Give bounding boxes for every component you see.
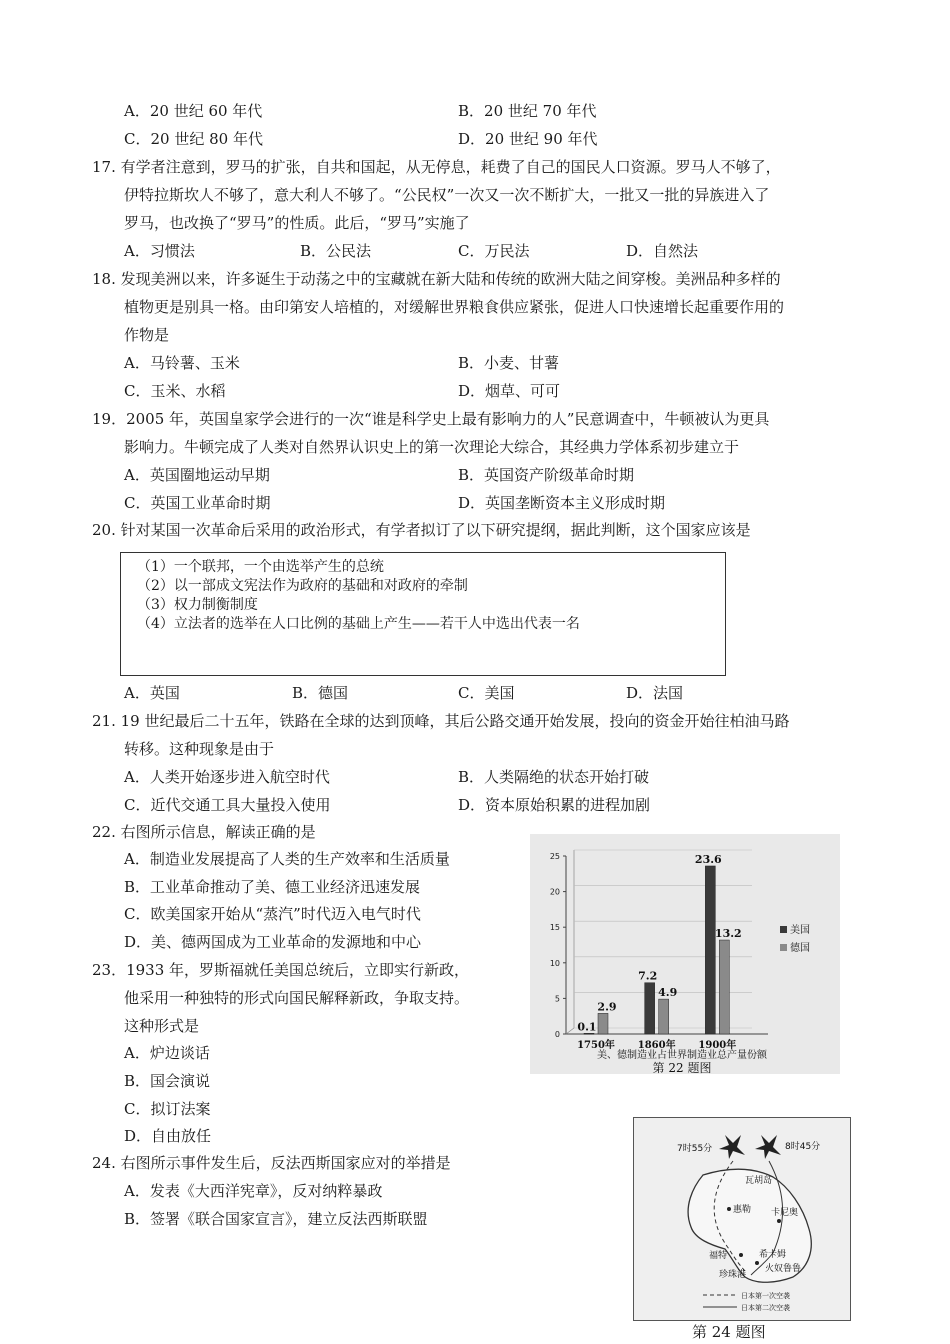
map-time-second: 8时45分 xyxy=(785,1142,821,1152)
q16-option-a: A．20 世纪 60 年代 xyxy=(124,102,263,120)
y-tick-label: 15 xyxy=(549,923,560,933)
q16-option-c: C．20 世纪 80 年代 xyxy=(124,130,263,148)
q22-option-b: B．工业革命推动了美、德工业经济迅速发展 xyxy=(124,878,421,896)
data-label: 2.9 xyxy=(597,1000,617,1014)
bar-德国-1750年 xyxy=(598,1013,608,1034)
q17-option-c: C．万民法 xyxy=(458,242,530,260)
q23-option-c: C．拟订法案 xyxy=(124,1100,211,1118)
y-tick-label: 25 xyxy=(549,852,560,861)
bar-德国-1900年 xyxy=(719,940,729,1034)
y-tick-label: 5 xyxy=(554,994,560,1004)
q20-stem: 20. 针对某国一次革命后采用的政治形式，有学者拟订了以下研究提纲，据此判断，这个国家应该是 xyxy=(92,521,751,539)
q19-option-d: D．英国垄断资本主义形成时期 xyxy=(458,494,666,512)
q22-chart-svg xyxy=(530,834,840,1074)
q20-outline-item-1: （1）一个联邦，一个由选举产生的总统 xyxy=(137,559,384,575)
q19-option-b: B．英国资产阶级革命时期 xyxy=(458,466,635,484)
plane-icon-second-wave xyxy=(755,1135,781,1159)
q18-option-a: A．马铃薯、玉米 xyxy=(124,354,240,372)
q22-stem: 22. 右图所示信息，解读正确的是 xyxy=(92,823,316,841)
q21-option-d: D．资本原始积累的进程加剧 xyxy=(458,796,651,814)
q21-option-a: A．人类开始逐步进入航空时代 xyxy=(124,768,330,786)
q22-option-c: C．欧美国家开始从“蒸汽”时代迈入电气时代 xyxy=(124,905,421,923)
data-label: 4.9 xyxy=(658,986,678,1000)
q24-map-svg xyxy=(633,1117,851,1321)
q23-option-a: A．炉边谈话 xyxy=(124,1044,210,1062)
q18-stem-line-2: 植物更是别具一格。由印第安人培植的，对缓解世界粮食供应紧张，促进人口快速增长起重要作用的 xyxy=(124,298,785,316)
q24-map xyxy=(633,1117,851,1321)
q18-option-d: D．烟草、可可 xyxy=(458,382,561,400)
wheeler-marker xyxy=(727,1207,731,1211)
q22-option-a: A．制造业发展提高了人类的生产效率和生活质量 xyxy=(124,850,450,868)
legend-swatch-德国 xyxy=(780,944,787,951)
map-place-hickam: 希卡姆 xyxy=(759,1250,787,1260)
map-place-wheeler: 惠勒 xyxy=(733,1205,752,1215)
x-tick-label: 1900年 xyxy=(698,1040,737,1051)
q19-option-c: C．英国工业革命时期 xyxy=(124,494,271,512)
legend-swatch-美国 xyxy=(780,926,787,933)
data-label: 7.2 xyxy=(638,969,658,983)
legend-label-first-wave: 日本第一次空袭 xyxy=(741,1292,790,1300)
q21-stem-line-2: 转移。这种现象是由于 xyxy=(124,740,275,758)
q23-option-d: D．自由放任 xyxy=(124,1127,212,1145)
x-tick-label: 1860年 xyxy=(637,1040,676,1051)
bar-美国-1750年 xyxy=(584,1033,594,1034)
x-tick-label: 1750年 xyxy=(577,1040,615,1051)
q18-option-c: C．玉米、水稻 xyxy=(124,382,226,400)
map-place-pearl-harbor: 珍珠港 xyxy=(719,1270,747,1280)
q20-outline-item-2: （2）以一部成文宪法作为政府的基础和对政府的牵制 xyxy=(137,578,468,594)
map-place-honolulu: 火奴鲁鲁 xyxy=(765,1264,802,1274)
q23-stem-line-1: 23．1933 年，罗斯福就任美国总统后，立即实行新政， xyxy=(92,961,470,979)
legend-label-second-wave: 日本第二次空袭 xyxy=(741,1304,790,1312)
y-tick-label: 0 xyxy=(554,1030,560,1039)
data-label: 23.6 xyxy=(694,852,722,866)
q18-stem-line-3: 作物是 xyxy=(124,326,170,344)
y-tick-label: 10 xyxy=(549,958,560,968)
q17-option-b: B．公民法 xyxy=(300,242,372,260)
q23-option-b: B．国会演说 xyxy=(124,1072,211,1090)
q20-option-d: D．法国 xyxy=(626,684,684,702)
q21-stem-line-1: 21. 19 世纪最后二十五年，铁路在全球的达到顶峰，其后公路交通开始发展，投向的资金开始往柏油马路 xyxy=(92,712,790,730)
q19-stem-line-2: 影响力。牛顿完成了人类对自然界认识史上的第一次理论大综合，其经典力学体系初步建立于 xyxy=(124,438,740,456)
q24-option-a: A．发表《大西洋宪章》，反对纳粹暴政 xyxy=(124,1182,383,1200)
q18-option-b: B．小麦、甘薯 xyxy=(458,354,560,372)
map-place-oahu: 瓦胡岛 xyxy=(745,1176,773,1186)
q22-chart xyxy=(530,834,840,1074)
q20-outline-box xyxy=(120,552,726,676)
legend-label: 德国 xyxy=(790,943,810,954)
bar-美国-1900年 xyxy=(705,866,715,1034)
map-place-ford: 福特 xyxy=(709,1251,728,1261)
legend-label: 美国 xyxy=(790,925,810,936)
data-label: 13.2 xyxy=(714,927,742,941)
q17-stem-line-2: 伊特拉斯坎人不够了，意大利人不够了。“公民权”一次又一次不断扩大，一批又一批的异族进入了 xyxy=(124,186,770,204)
map-time-first: 7时55分 xyxy=(677,1144,713,1154)
q24-stem: 24. 右图所示事件发生后，反法西斯国家应对的举措是 xyxy=(92,1154,451,1172)
q19-option-a: A．英国圈地运动早期 xyxy=(124,466,270,484)
map-place-kaneohe: 卡尼奥 xyxy=(771,1208,799,1218)
plane-icon-first-wave xyxy=(719,1135,745,1159)
q24-figure-caption: 第 24 题图 xyxy=(692,1323,766,1341)
ford-marker xyxy=(739,1253,743,1257)
q18-stem-line-1: 18. 发现美洲以来，许多诞生于动荡之中的宝藏就在新大陆和传统的欧洲大陆之间穿梭。美洲品种多样的 xyxy=(92,270,781,288)
q17-stem-line-3: 罗马，也改换了“罗马”的性质。此后，“罗马”实施了 xyxy=(124,214,470,232)
data-label: 0.1 xyxy=(577,1020,597,1034)
q16-option-b: B．20 世纪 70 年代 xyxy=(458,102,597,120)
kaneohe-marker xyxy=(777,1219,781,1223)
q16-option-d: D．20 世纪 90 年代 xyxy=(458,130,598,148)
q20-outline-item-3: （3）权力制衡制度 xyxy=(137,597,258,613)
q22-option-d: D．美、德两国成为工业革命的发源地和中心 xyxy=(124,933,422,951)
q21-option-b: B．人类隔绝的状态开始打破 xyxy=(458,768,650,786)
chart-caption: 第 22 题图 xyxy=(652,1061,712,1074)
hickam-marker xyxy=(755,1261,759,1265)
q20-option-b: B．德国 xyxy=(292,684,349,702)
q20-outline-item-4: （4）立法者的选举在人口比例的基础上产生——若干人中选出代表一名 xyxy=(137,616,580,632)
y-tick-label: 20 xyxy=(549,887,560,897)
chart-title: 美、德制造业占世界制造业总产量份额 xyxy=(597,1050,767,1061)
q23-stem-line-3: 这种形式是 xyxy=(124,1017,200,1035)
q19-stem-line-1: 19．2005 年，英国皇家学会进行的一次“谁是科学史上最有影响力的人”民意调查中，牛顿被认为更具 xyxy=(92,410,770,428)
q17-option-a: A．习惯法 xyxy=(124,242,195,260)
bar-德国-1860年 xyxy=(659,999,669,1034)
q17-option-d: D．自然法 xyxy=(626,242,699,260)
q17-stem-line-1: 17. 有学者注意到，罗马的扩张，自共和国起，从无停息，耗费了自己的国民人口资源。罗马人不够了， xyxy=(92,158,781,176)
depth-line xyxy=(566,1028,574,1034)
q21-option-c: C．近代交通工具大量投入使用 xyxy=(124,796,331,814)
q20-option-c: C．美国 xyxy=(458,684,515,702)
bar-美国-1860年 xyxy=(645,983,655,1034)
q23-stem-line-2: 他采用一种独特的形式向国民解释新政，争取支持。 xyxy=(124,989,470,1007)
q24-option-b: B．签署《联合国家宣言》，建立反法西斯联盟 xyxy=(124,1210,428,1228)
q20-option-a: A．英国 xyxy=(124,684,180,702)
